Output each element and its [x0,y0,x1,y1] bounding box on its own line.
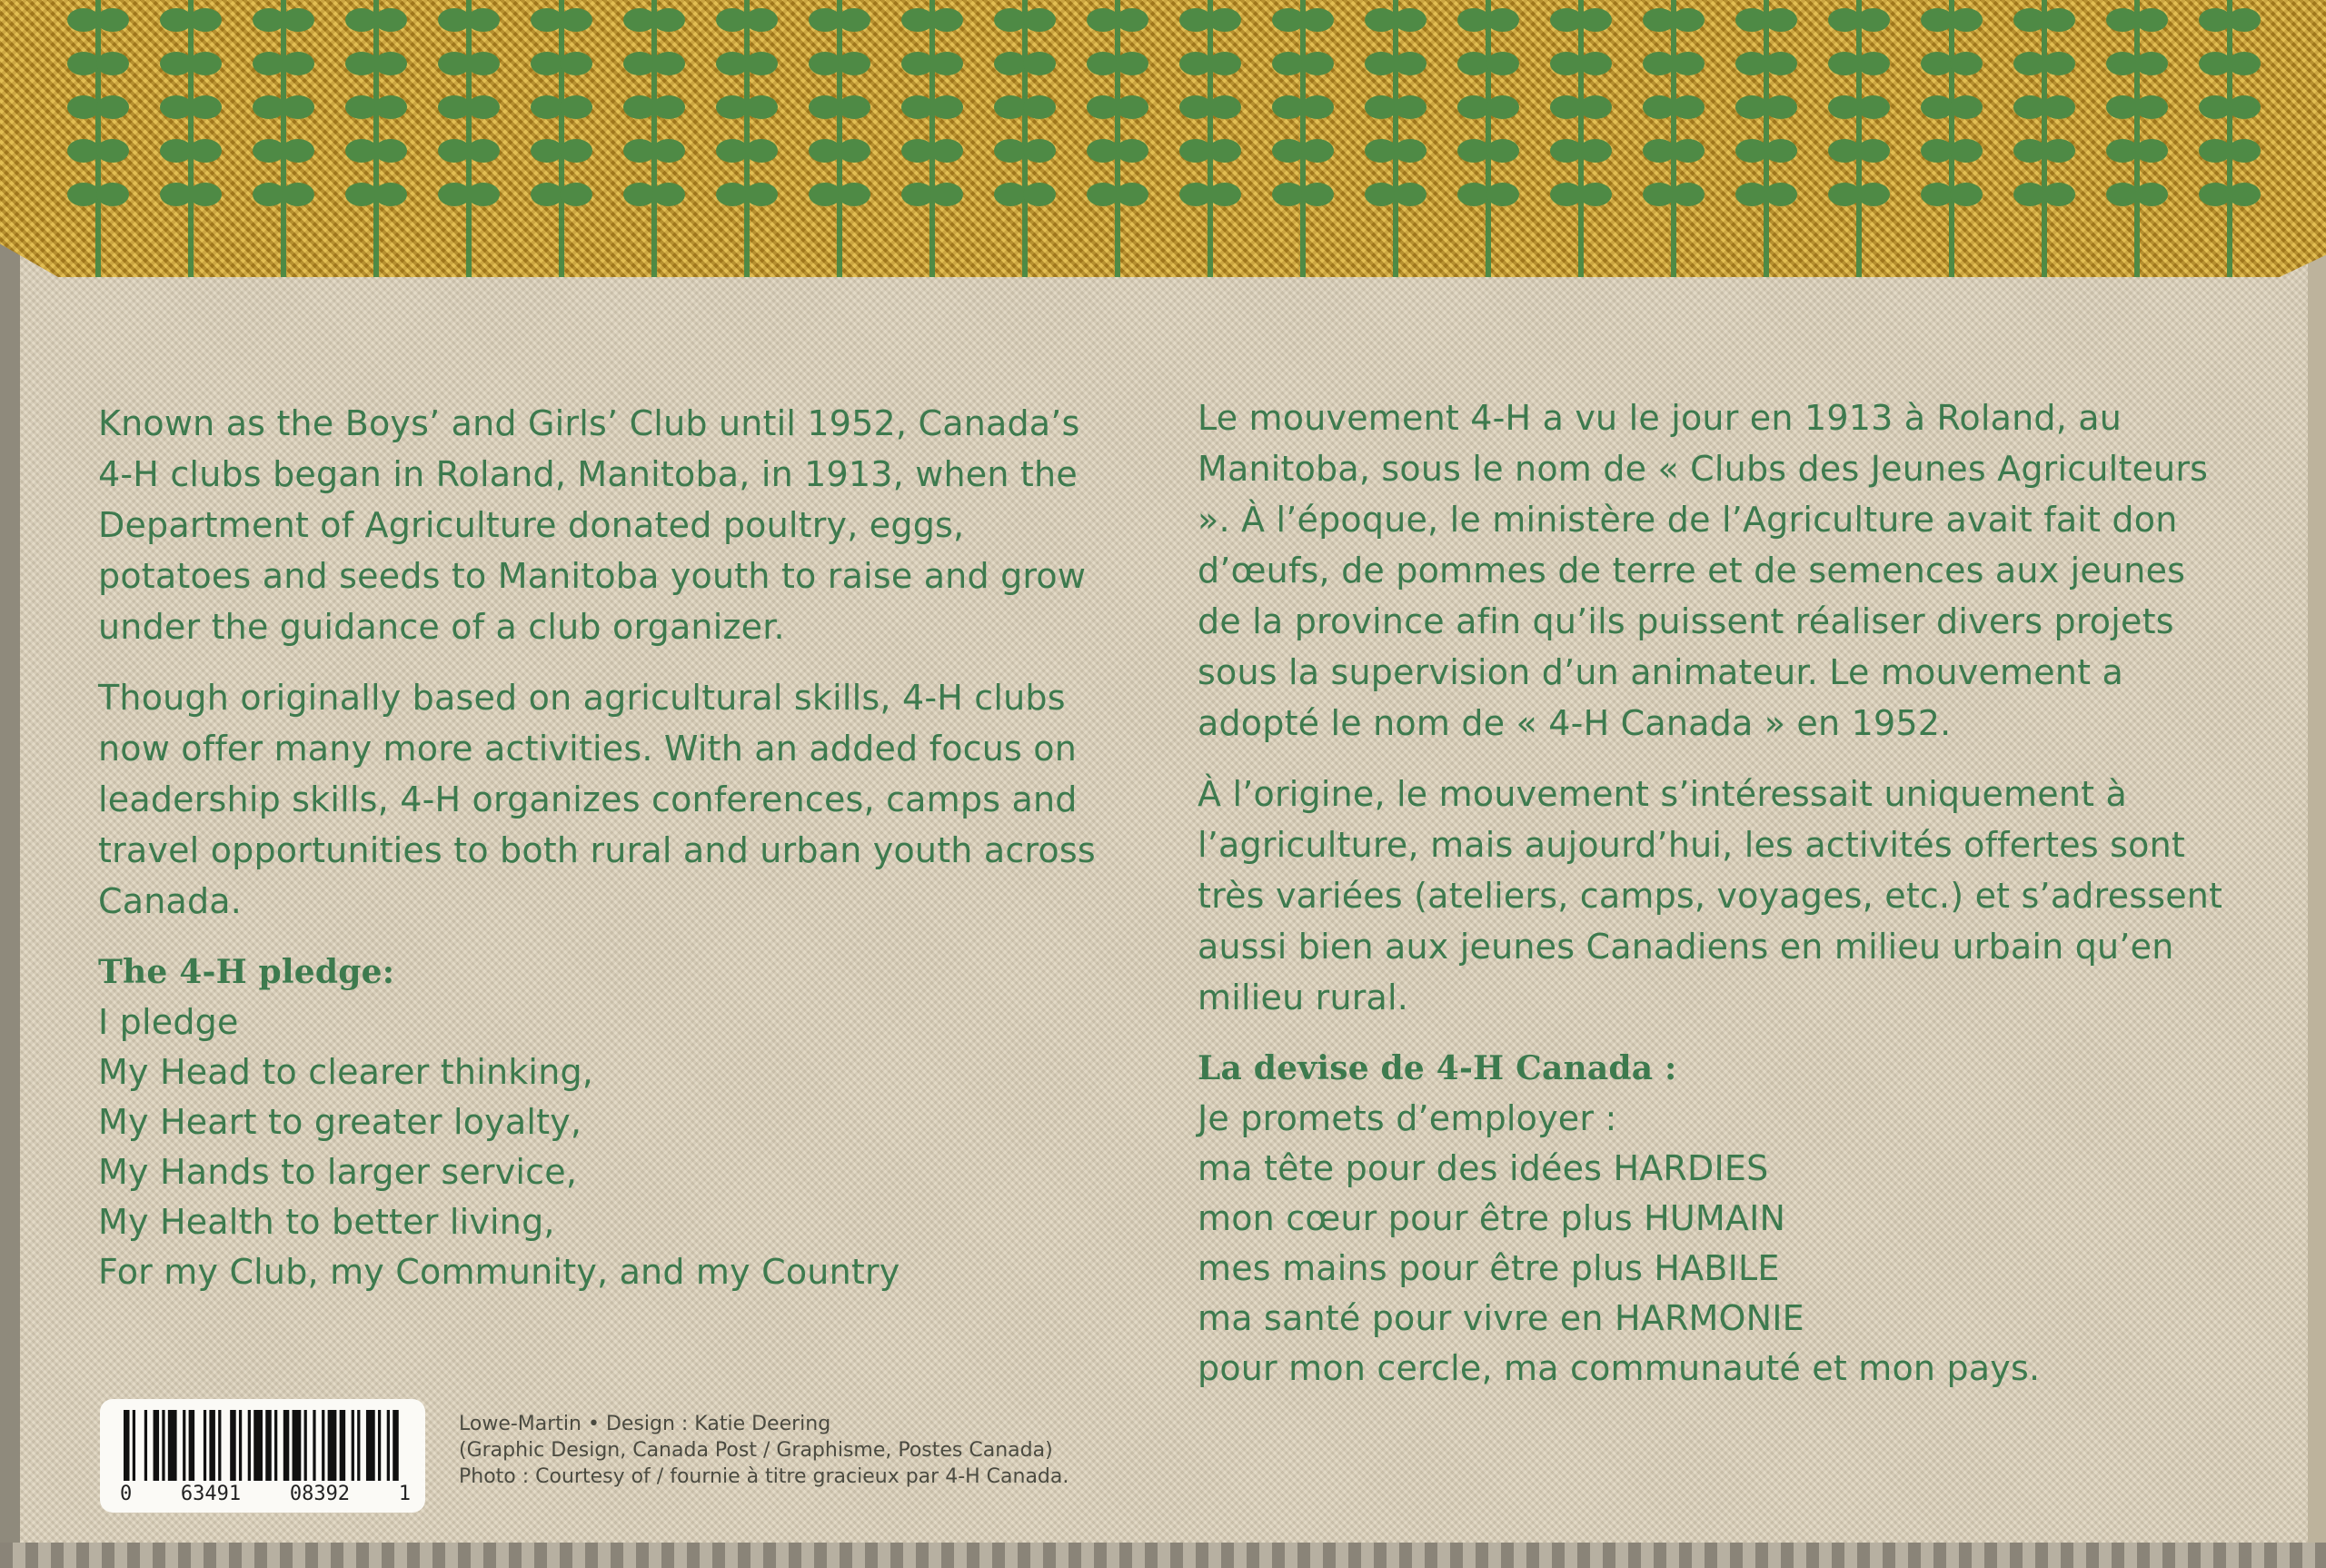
barcode-digit-group: 1 [398,1483,411,1505]
french-paragraph-1: Le mouvement 4-H a vu le jour en 1913 à Roland, au Manitoba, sous le nom de « Clubs des Jeunes Agriculteurs ». À l’époque, le ministère de l’Agriculture avait fait don d’œufs, de pommes de terre et de semences aux jeunes de la province afin qu’ils puissent réaliser divers projets sous la supervision d’un animateur. Le mouvement a adopté le nom de « 4-H Canada » en 1952. [1198,398,2209,743]
barcode-bar [204,1410,206,1481]
barcode-bar [328,1410,337,1481]
barcode-bar [357,1410,360,1481]
pledge-line: My Hands to larger service, [98,1152,578,1192]
barcode-bar [378,1410,381,1481]
pledge-line: My Health to better living, [98,1202,555,1242]
motto-line: pour mon cercle, ma communauté et mon pays. [1198,1348,2041,1388]
barcode-bar [154,1410,160,1481]
english-column [98,398,1125,1297]
barcode-bar [230,1410,236,1481]
wheat-stalk-icon [1550,0,1612,277]
barcode-bar [393,1410,399,1481]
barcode-bar [144,1410,147,1481]
barcode-bar [209,1410,215,1481]
barcode-digit-group: 0 [120,1483,133,1505]
french-paragraph-2: À l’origine, le mouvement s’intéressait uniquement à l’agriculture, mais aujourd’hui, les activités offertes sont très variées (ateliers, camps, voyages, etc.) et s’adressent aussi bien aux jeunes Canadiens en milieu urbain qu’en milieu rural. [1198,774,2223,1017]
pledge-lines [98,997,1125,1297]
english-paragraph-1: Known as the Boys’ and Girls’ Club until 1952, Canada’s 4-H clubs began in Roland, Manitoba, in 1913, when the Department of Agriculture donated poultry, eggs, potatoes and seeds to Manitoba youth to raise and grow under the guidance of a club organizer. [98,403,1087,647]
barcode-bar [283,1410,290,1481]
barcode-bar [265,1410,272,1481]
pledge-line: My Head to clearer thinking, [98,1052,594,1092]
wheat-stalk-icon [1457,0,1519,277]
credits-line-2: (Graphic Design, Canada Post / Graphisme, Postes Canada) [459,1439,1053,1462]
barcode-bar [313,1410,315,1481]
wheat-stalk-icon [531,0,592,277]
wheat-stalk-icon [1643,0,1705,277]
pledge-line: My Heart to greater loyalty, [98,1102,582,1142]
barcode-bar [248,1410,251,1481]
wheat-stalk-icon [1179,0,1241,277]
wheat-stalk-icon [994,0,1056,277]
motto-line: ma santé pour vivre en HARMONIE [1198,1298,1804,1338]
credits-line-1: Lowe-Martin • Design : Katie Deering [459,1413,831,1435]
barcode-bar [274,1410,277,1481]
credits [459,1411,1177,1490]
motto-heading: La devise de 4-H Canada : [1198,1049,1677,1087]
wheat-stalk-icon [1921,0,1983,277]
wheat-pattern [35,0,2297,277]
barcode-bar [162,1410,164,1481]
barcode-bar [304,1410,307,1481]
french-column [1198,392,2233,1394]
envelope-flap [0,0,2326,277]
motto-line: mes mains pour être plus HABILE [1198,1248,1780,1288]
barcode-bar [239,1410,242,1481]
barcode-digits [120,1483,411,1505]
barcode-bar [387,1410,390,1481]
barcode-digit-group: 63491 [180,1483,242,1505]
barcode-bar [133,1410,135,1481]
wheat-stalk-icon [623,0,685,277]
wheat-stalk-icon [67,0,129,277]
barcode-bar [124,1410,130,1481]
wheat-stalk-icon [345,0,407,277]
wheat-stalk-icon [1735,0,1797,277]
wheat-stalk-icon [2199,0,2261,277]
barcode [100,1399,425,1513]
pledge-line: I pledge [98,1002,239,1042]
barcode-digit-group: 08392 [289,1483,351,1505]
envelope-bottom-edge [0,1543,2326,1568]
barcode-bar [253,1410,263,1481]
pledge-heading: The 4-H pledge: [98,953,395,991]
barcode-bar [340,1410,346,1481]
barcode-bar [322,1410,324,1481]
barcode-bar [168,1410,177,1481]
wheat-stalk-icon [2106,0,2168,277]
wheat-stalk-icon [1365,0,1426,277]
wheat-stalk-icon [1272,0,1334,277]
english-paragraph-2: Though originally based on agricultural skills, 4-H clubs now offer many more activities. With an added focus on leadership skills, 4-H organizes conferences, camps and travel opportunities to both rural and urban youth across Canada. [98,678,1096,921]
wheat-stalk-icon [1087,0,1148,277]
wheat-stalk-icon [809,0,870,277]
wheat-stalk-icon [160,0,222,277]
barcode-bar [218,1410,221,1481]
pledge-line: For my Club, my Community, and my Country [98,1252,900,1292]
credits-line-3: Photo : Courtesy of / fournie à titre gracieux par 4-H Canada. [459,1465,1069,1488]
motto-line: mon cœur pour être plus HUMAIN [1198,1198,1786,1238]
wheat-stalk-icon [901,0,963,277]
barcode-bar [189,1410,195,1481]
wheat-stalk-icon [438,0,500,277]
motto-lines [1198,1094,2233,1394]
barcode-bar [293,1410,302,1481]
wheat-stalk-icon [253,0,314,277]
motto-line: Je promets d’employer : [1198,1098,1617,1138]
motto-line: ma tête pour des idées HARDIES [1198,1148,1769,1188]
wheat-stalk-icon [716,0,778,277]
wheat-stalk-icon [1828,0,1890,277]
wheat-stalk-icon [2013,0,2075,277]
barcode-bar [352,1410,354,1481]
barcode-bar [183,1410,185,1481]
barcode-bars [124,1410,402,1481]
barcode-bar [366,1410,375,1481]
